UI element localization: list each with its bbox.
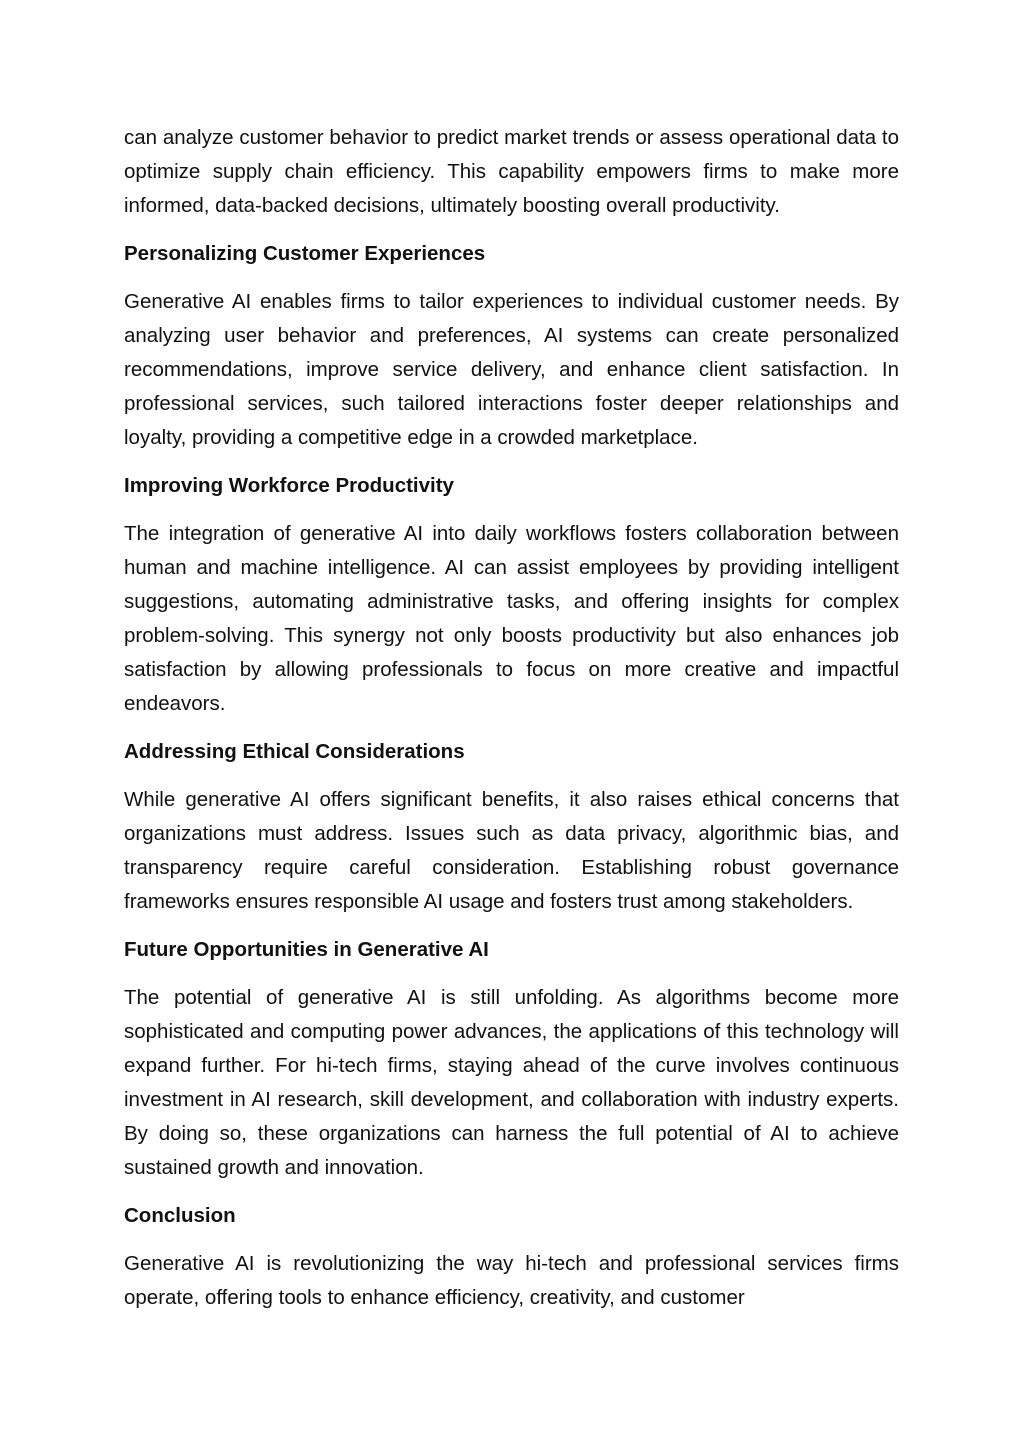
- intro-paragraph: can analyze customer behavior to predict market trends or assess operational data to optimize supply chain efficiency. This capability empowers firms to make more informed, data-backed decisions, ultimately boosting overall productivity.: [124, 126, 899, 217]
- section-body-improving-workforce-productivity: The integration of generative AI into daily workflows fosters collaboration between human and machine intelligence. AI can assist employees by providing intelligent suggestions, automating administrative tasks, and offering insights for complex problem-solving. This synergy not only boosts productivity but also enhances job satisfaction by allowing professionals to focus on more creative and impactful endeavors.: [124, 522, 899, 715]
- section-heading-conclusion: Conclusion: [124, 1204, 236, 1227]
- section-body-conclusion: Generative AI is revolutionizing the way hi-tech and professional services firms operate, offering tools to enhance efficiency, creativity, and customer: [124, 1252, 899, 1309]
- section-heading-addressing-ethical-considerations: Addressing Ethical Considerations: [124, 740, 465, 763]
- section-heading-personalizing-customer-experiences: Personalizing Customer Experiences: [124, 242, 486, 265]
- section-body-addressing-ethical-considerations: While generative AI offers significant benefits, it also raises ethical concerns that organizations must address. Issues such as data privacy, algorithmic bias, and transparency require careful consideration. Establishing robust governance frameworks ensures responsible AI usage and fosters trust among stakeholders.: [124, 788, 899, 913]
- section-heading-future-opportunities: Future Opportunities in Generative AI: [124, 938, 489, 961]
- section-heading-improving-workforce-productivity: Improving Workforce Productivity: [124, 474, 454, 497]
- section-body-personalizing-customer-experiences: Generative AI enables firms to tailor experiences to individual customer needs. By analyzing user behavior and preferences, AI systems can create personalized recommendations, improve service delivery, and enhance client satisfaction. In professional services, such tailored interactions foster deeper relationships and loyalty, providing a competitive edge in a crowded marketplace.: [124, 290, 899, 449]
- document-page: [124, 121, 899, 1315]
- section-body-future-opportunities: The potential of generative AI is still unfolding. As algorithms become more sophisticated and computing power advances, the applications of this technology will expand further. For hi-tech firms, staying ahead of the curve involves continuous investment in AI research, skill development, and collaboration with industry experts. By doing so, these organizations can harness the full potential of AI to achieve sustained growth and innovation.: [124, 986, 899, 1179]
